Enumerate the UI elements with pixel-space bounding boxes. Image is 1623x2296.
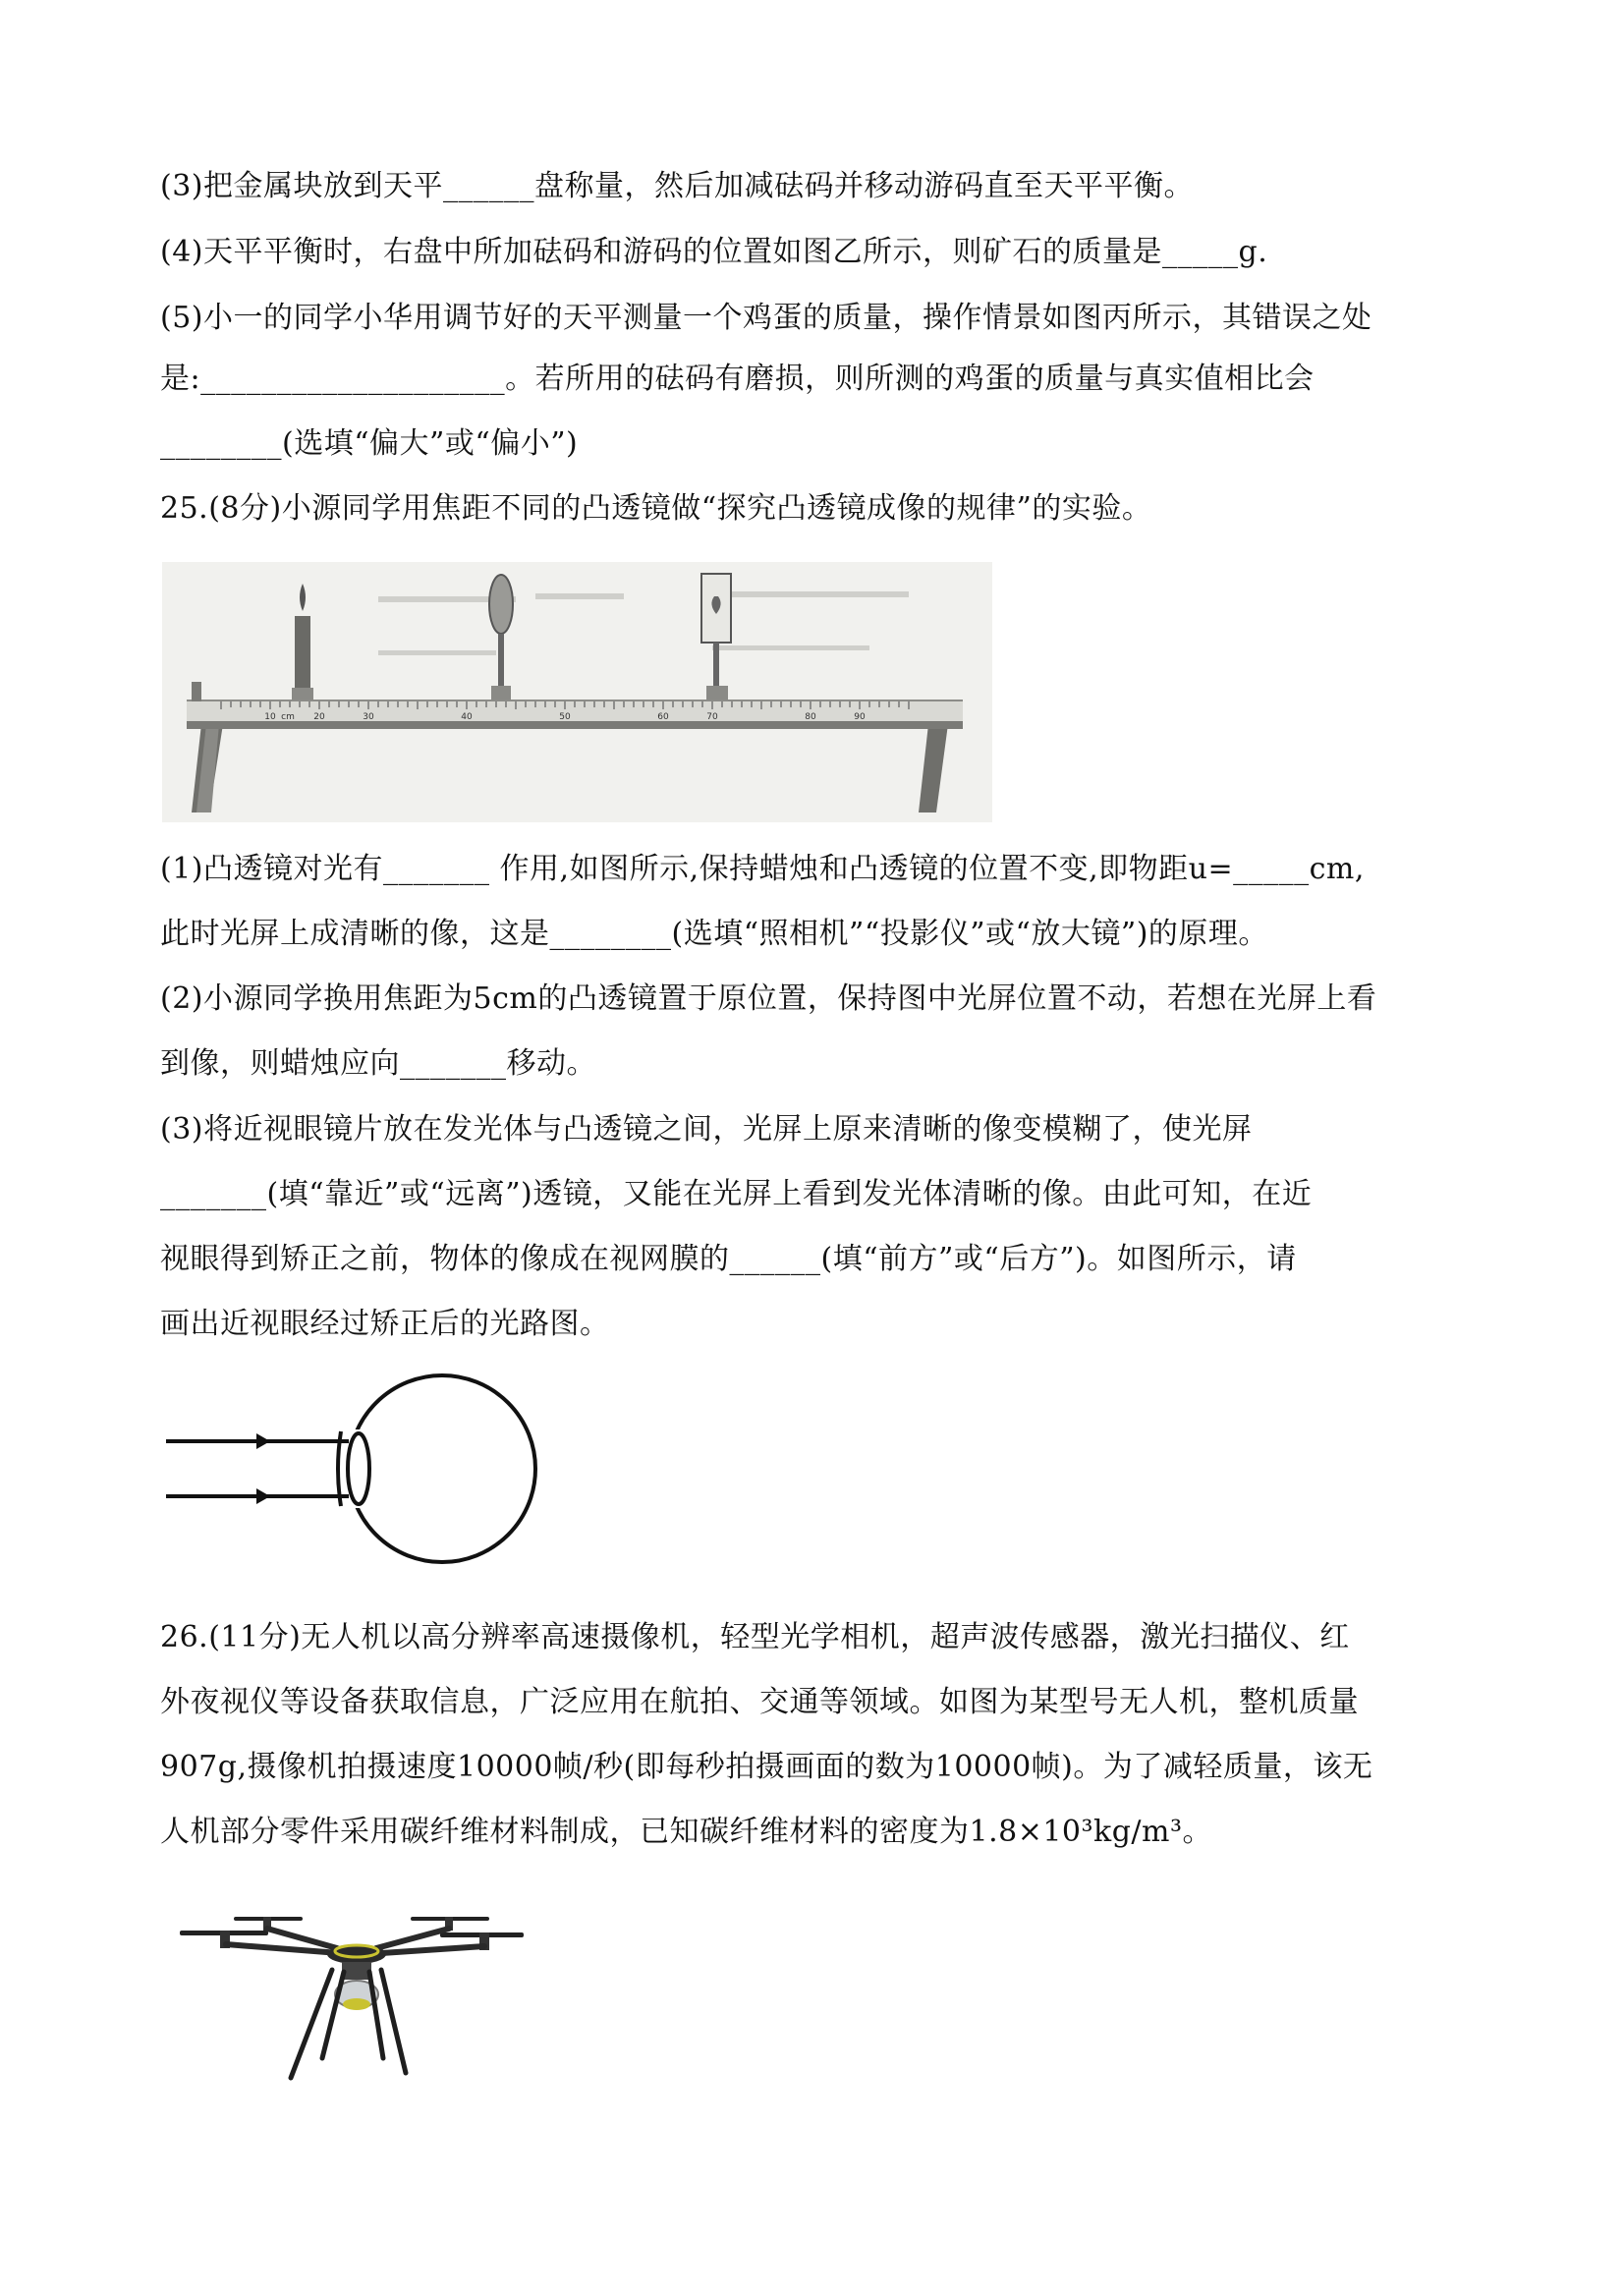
q24-part5-line3: ________(选填“偏大”或“偏小”)	[160, 426, 579, 461]
q25-part3-line2: _______(填“靠近”或“远离”)透镜，又能在光屏上看到发光体清晰的像。由此可知，在近	[160, 1177, 1313, 1211]
bench-tick-label: 40	[461, 712, 473, 722]
q26-line4: 人机部分零件采用碳纤维材料制成，已知碳纤维材料的密度为1.8×10³kg/m³。	[160, 1815, 1213, 1849]
q25-part3-line4: 画出近视眼经过矫正后的光路图。	[160, 1307, 610, 1341]
myopic-eye-diagram	[162, 1371, 565, 1567]
drone-image	[175, 1911, 529, 2088]
bench-tick-label: 70	[706, 712, 718, 722]
bench-tick-label: 30	[363, 712, 374, 722]
bench-tick-label: 80	[805, 712, 816, 722]
q24-part5-line2: 是:____________________。若所用的砝码有磨损，则所测的鸡蛋的质量与真实值相比会	[160, 362, 1315, 396]
q25-part3-line3: 视眼得到矫正之前，物体的像成在视网膜的______(填“前方”或“后方”)。如图所示，请	[160, 1242, 1297, 1276]
arrow-icon	[256, 1433, 270, 1449]
optical-bench-figure	[162, 562, 992, 822]
bench-tick-label: 10	[264, 712, 276, 722]
q25-part2-line2: 到像，则蜡烛应向_______移动。	[160, 1046, 596, 1081]
bench-tick-label: 50	[559, 712, 571, 722]
q24-part4: (4)天平平衡时，右盘中所加砝码和游码的位置如图乙所示，则矿石的质量是_____g.	[160, 235, 1268, 269]
bench-tick-label: 90	[854, 712, 866, 722]
bench-unit-label: cm	[281, 712, 295, 722]
bench-tick-label: 60	[657, 712, 669, 722]
arrow-icon	[256, 1488, 270, 1504]
q25-part1-line2: 此时光屏上成清晰的像，这是________(选填“照相机”“投影仪”或“放大镜”)的原理。	[160, 917, 1268, 951]
q24-part3: (3)把金属块放到天平______盘称量，然后加减砝码并移动游码直至天平平衡。	[160, 169, 1194, 203]
q25-part2-line1: (2)小源同学换用焦距为5cm的凸透镜置于原位置，保持图中光屏位置不动，若想在光屏上看	[160, 981, 1377, 1016]
bench-tick-label: 20	[313, 712, 325, 722]
q26-line3: 907g,摄像机拍摄速度10000帧/秒(即每秒拍摄画面的数为10000帧)。为了减轻质量，该无	[160, 1750, 1373, 1784]
q26-line1: 26.(11分)无人机以高分辨率高速摄像机，轻型光学相机，超声波传感器，激光扫描仪、红	[160, 1620, 1350, 1654]
q25-title: 25.(8分)小源同学用焦距不同的凸透镜做“探究凸透镜成像的规律”的实验。	[160, 491, 1152, 526]
q24-part5-line1: (5)小一的同学小华用调节好的天平测量一个鸡蛋的质量，操作情景如图丙所示，其错误之处	[160, 301, 1372, 335]
q25-part1-line1: (1)凸透镜对光有_______ 作用,如图所示,保持蜡烛和凸透镜的位置不变,即物距u=_____cm,	[160, 852, 1365, 886]
q25-part3-line1: (3)将近视眼镜片放在发光体与凸透镜之间，光屏上原来清晰的像变模糊了，使光屏	[160, 1112, 1253, 1147]
q26-line2: 外夜视仪等设备获取信息，广泛应用在航拍、交通等领域。如图为某型号无人机，整机质量	[160, 1685, 1359, 1719]
